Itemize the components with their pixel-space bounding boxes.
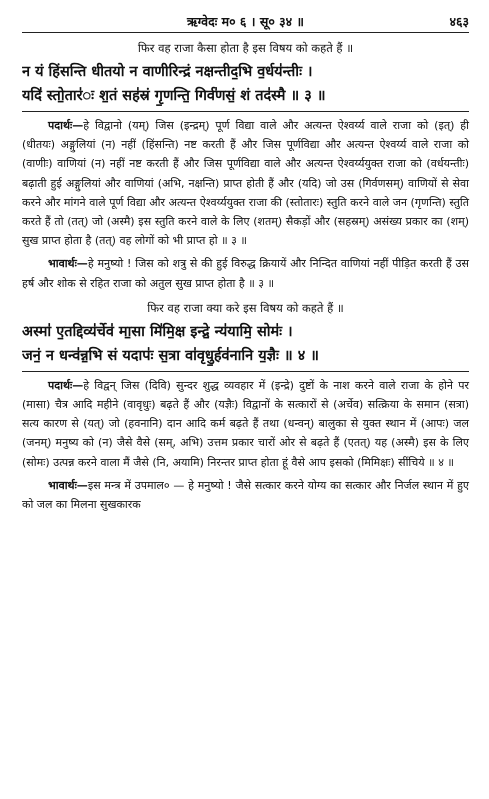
bhavartha-text: इस मन्त्र में उपमाल० — हे मनुष्यो ! जैसे सत्कार करने योग्य का सत्कार और निर्जल स्थान में हुए को जल का मिलना सुखकारक xyxy=(22,478,469,512)
mantra3-line2: यदि॑ स्तो॒तार॑ः श॒तं सह॑स्रं गृ॒णन्ति॒ गिर्व॑णसं॒ शं तद॑स्मै ॥ ३ ॥ xyxy=(22,88,326,104)
divider xyxy=(22,371,469,372)
mantra3-padartha xyxy=(22,116,469,250)
mantra4-padartha xyxy=(22,376,469,472)
mantra4-intro: फिर वह राजा क्या करे इस विषय को कहते हैं ॥ xyxy=(147,300,344,315)
padartha-label: पदार्थः— xyxy=(48,378,84,392)
divider xyxy=(22,111,469,112)
mantra3-line1: न यं हिंसन्ति धीतयो न वाणीरिन्द्रं नक्षन्तीद॒भि व॒र्धय॑न्तीः । xyxy=(22,64,313,80)
bhavartha-text: हे मनुष्यो ! जिस को शत्रु से की हुई विरुद्ध क्रियायें और निन्दित वाणियां नहीं पीड़ित करती हैं उस हर्ष और शोक से रहित राजा को अतुल सुख प्राप्त होता है ॥ ३ ॥ xyxy=(22,257,469,290)
mantra4-line2: जनं॒ न धन्व॑न्न॒भि सं यदापः॑ स॒त्रा वा॑वृधु॒र्हव॑नानि य॒ज्ञैः ॥ ४ ॥ xyxy=(22,347,319,364)
padartha-label: पदार्थः— xyxy=(48,119,84,132)
header-title: ऋग्वेदः म० ६ । सू० ३४ ॥ xyxy=(186,13,305,29)
bhavartha-label: भावार्थः— xyxy=(48,257,88,271)
mantra3-bhavartha xyxy=(22,254,469,292)
mantra3-intro: फिर वह राजा कैसा होता है इस विषय को कहते हैं ॥ xyxy=(137,41,354,55)
bhavartha-label: भावार्थः— xyxy=(48,478,88,492)
page-number: ४६३ xyxy=(449,13,469,29)
padartha-text: हे विद्वन् जिस (दिवि) सुन्दर शुद्ध व्यवहार में (इन्द्रे) दुष्टों के नाश करने वाले राजा के होने पर (मासा) चैत्र आदि महीने (वावृधुः) बढ़ते हैं और (यज्ञैः) विद्वानों के सत्कारों से (अर्चेव) सत्क्रिया के समान (सत्रा) सत्य कारण से (यत्) जो (हवनानि) दान आदि कर्म बढ़ते हैं तथा (धन्वन्) बालुका से युक्त स्थान में (आपः) जल (जनम्) मनुष्य को (न) जैसे वैसे (सम्, अभि) उत्तम प्रकार चारों ओर से बढ़ते हैं (एतत्) यह (अस्मै) इस के लिए (सोमः) उत्पन्न करने वाला मैं जैसे (नि, अयामि) निरन्तर प्राप्त होता हूं वैसे आप इसको (मिमिक्षः) सींचिये ॥ ४ ॥ xyxy=(22,378,469,469)
mantra4-line1: अस्मा॑ ए॒तद्दिव्य॑र्चेव॑ मा॒सा मि॑मि॒क्ष इन्द्रे॒ न्य॑यामि॒ सोमः॑ । xyxy=(22,323,293,340)
padartha-text: हे विद्वानो (यम्) जिस (इन्द्रम्) पूर्ण विद्या वाले और अत्यन्त ऐश्वर्य्य वाले राजा को (इत्) ही (धीतयः) अङ्गुलियां (न) नहीं (हिंसन्ति) नष्ट करती हैं और जिस पूर्णविद्या और अत्यन्त ऐश्वर्य्य वाले राजा को (वाणीः) वाणियां (न) नहीं नष्ट करती हैं और जिस पूर्णविद्या वाले और अत्यन्त ऐश्वर्य्ययुक्त राजा को (वर्धयन्तीः) बढ़ाती हुई अङ्गुलियां और वाणियां (अभि, नक्षन्ति) प्राप्त होती हैं और (यदि) जो उस (गिर्वणसम्) वाणियों से सेवा करने और मांगने वाले पूर्ण विद्या और अत्यन्त ऐश्वर्य्ययुक्त राजा की (स्तोतारः) स्तुति करने वाले जन (गृणन्ति) स्तुति करते हैं तो (तत्) जो (अस्मै) इस स्तुति करने वाले के लिए (शतम्) सैकड़ों और (सहस्रम्) असंख्य प्रकार का (शम्) सुख प्राप्त होता है (तत्) वह लोगों को भी प्राप्त हो ॥ ३ ॥ xyxy=(22,119,469,248)
running-header xyxy=(22,10,469,33)
mantra4-bhavartha xyxy=(22,476,469,514)
